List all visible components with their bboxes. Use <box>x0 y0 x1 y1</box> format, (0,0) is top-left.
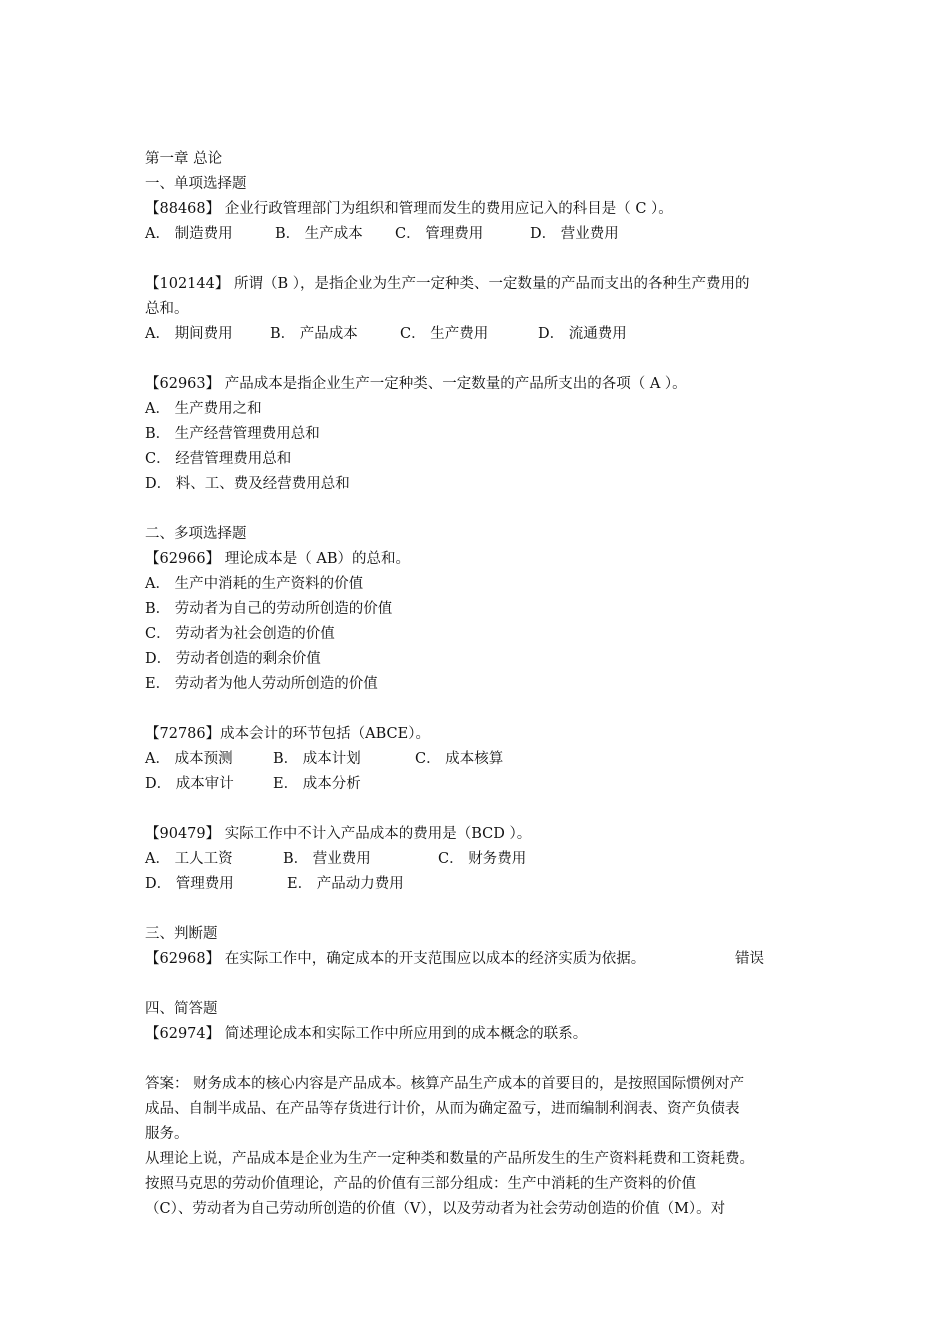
answer-paragraph <box>145 1072 825 1222</box>
option-d: D． 营业费用 <box>530 226 619 242</box>
option-row <box>145 847 825 872</box>
section-heading-true-false: 三、判断题 <box>145 926 218 942</box>
question-90479: 【90479】 实际工作中不计入产品成本的费用是（BCD ）。 <box>145 826 532 842</box>
option-d: D． 料、工、费及经营费用总和 <box>145 476 350 492</box>
option-d: D． 流通费用 <box>538 326 627 342</box>
option-a: A． 生产费用之和 <box>145 401 262 417</box>
option-b: B． 生产成本 <box>275 226 363 242</box>
document-page <box>145 147 825 1222</box>
answer-line: 从理论上说，产品成本是企业为生产一定种类和数量的产品所发生的生产资料耗费和工资耗费。 <box>145 1151 754 1167</box>
option-row <box>145 772 825 797</box>
option-d: D． 劳动者创造的剩余价值 <box>145 651 321 667</box>
question-102144: 【102144】 所谓（B ），是指企业为生产一定种类、一定数量的产品而支出的各种生产费用的 <box>145 276 750 292</box>
question-62974: 【62974】 简述理论成本和实际工作中所应用到的成本概念的联系。 <box>145 1026 588 1042</box>
option-e: E． 劳动者为他人劳动所创造的价值 <box>145 676 378 692</box>
question-62963: 【62963】 产品成本是指企业生产一定种类、一定数量的产品所支出的各项（ A ）。 <box>145 376 687 392</box>
question-62968-text: 【62968】 在实际工作中，确定成本的开支范围应以成本的经济实质为依据。 <box>145 951 646 967</box>
option-a: A． 工人工资 <box>145 851 233 867</box>
option-a: A． 成本预测 <box>145 751 233 767</box>
section-heading-single-choice: 一、单项选择题 <box>145 176 247 192</box>
answer-line: 按照马克思的劳动价值理论，产品的价值有三部分组成：生产中消耗的生产资料的价值 <box>145 1176 696 1192</box>
chapter-title: 第一章 总论 <box>145 151 223 167</box>
option-row <box>145 747 825 772</box>
section-heading-multiple-choice: 二、多项选择题 <box>145 526 247 542</box>
option-a: A． 制造费用 <box>145 226 233 242</box>
option-b: B． 劳动者为自己的劳动所创造的价值 <box>145 601 393 617</box>
option-row <box>145 322 825 347</box>
option-a: A． 期间费用 <box>145 326 233 342</box>
answer-line: （C）、劳动者为自己劳动所创造的价值（V），以及劳动者为社会劳动创造的价值（M）。对 <box>145 1201 726 1217</box>
answer-line: 成品、自制半成品、在产品等存货进行计价，从而为确定盈亏，进而编制利润表、资产负债表 <box>145 1101 740 1117</box>
question-88468: 【88468】 企业行政管理部门为组织和管理而发生的费用应记入的科目是（ C ）。 <box>145 201 673 217</box>
option-c: C． 成本核算 <box>415 751 504 767</box>
option-e: E． 产品动力费用 <box>287 876 404 892</box>
option-d: D． 管理费用 <box>145 876 234 892</box>
option-a: A． 生产中消耗的生产资料的价值 <box>145 576 364 592</box>
option-c: C． 管理费用 <box>395 226 484 242</box>
verdict-answer: 错误 <box>735 951 764 967</box>
option-b: B． 生产经营管理费用总和 <box>145 426 320 442</box>
option-b: B． 成本计划 <box>273 751 361 767</box>
option-b: B． 营业费用 <box>283 851 371 867</box>
answer-line: 答案： 财务成本的核心内容是产品成本。核算产品生产成本的首要目的，是按照国际惯例对产 <box>145 1076 745 1092</box>
answer-line: 服务。 <box>145 1126 189 1142</box>
option-row <box>145 222 825 247</box>
option-c: C． 生产费用 <box>400 326 489 342</box>
question-62966: 【62966】 理论成本是（ AB）的总和。 <box>145 551 410 567</box>
option-row <box>145 872 825 897</box>
option-e: E． 成本分析 <box>273 776 361 792</box>
question-62968 <box>145 947 825 972</box>
question-102144-continued: 总和。 <box>145 301 189 317</box>
section-heading-short-answer: 四、简答题 <box>145 1001 218 1017</box>
option-b: B． 产品成本 <box>270 326 358 342</box>
question-72786: 【72786】成本会计的环节包括（ABCE）。 <box>145 726 430 742</box>
option-c: C． 劳动者为社会创造的价值 <box>145 626 335 642</box>
option-c: C． 经营管理费用总和 <box>145 451 292 467</box>
option-c: C． 财务费用 <box>438 851 527 867</box>
option-d: D． 成本审计 <box>145 776 234 792</box>
